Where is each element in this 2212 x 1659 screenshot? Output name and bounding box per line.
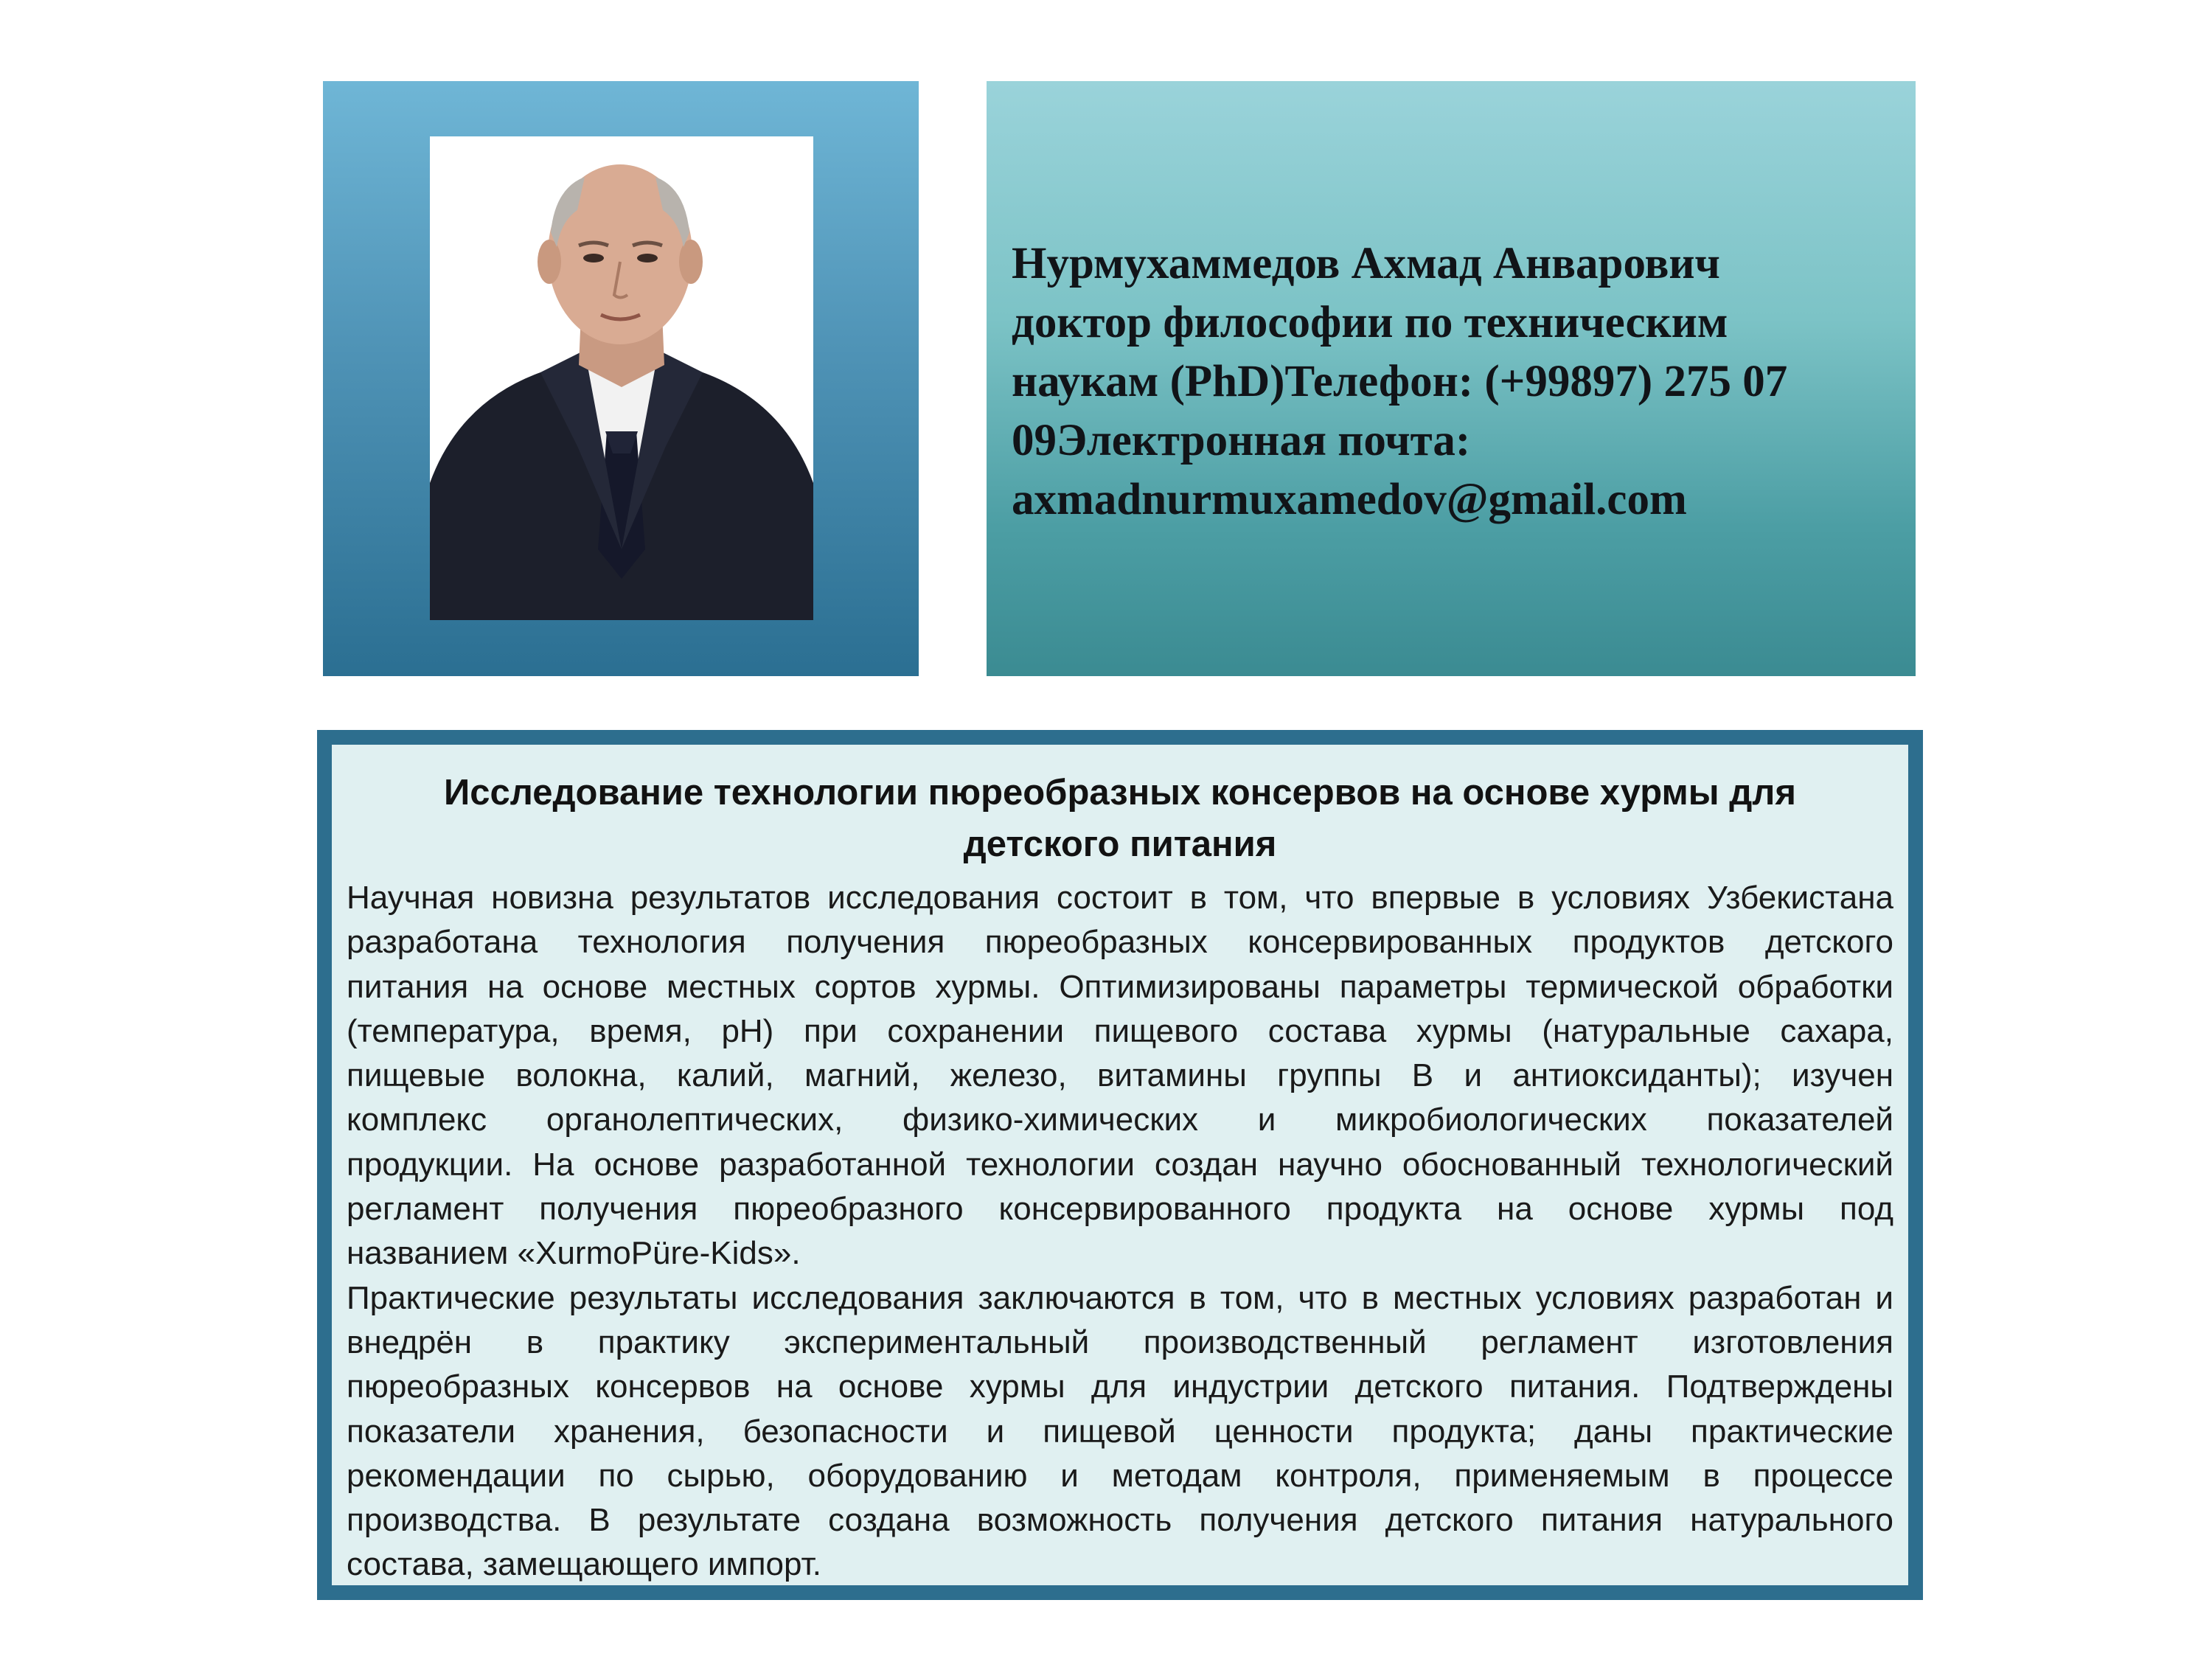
abstract-line: состава, замещающего импорт. [347,1546,822,1583]
contact-name: Нурмухаммедов Ахмад Анварович [1012,239,1720,288]
abstract-title [332,767,1908,870]
abstract-box [317,730,1923,1600]
abstract-line: Научная новизна результатов исследования состоит в том, что впервые в условиях Узбекистана [347,880,1893,916]
abstract-line: пищевые волокна, калий, магний, железо, витамины группы B и антиоксиданты); изучен [347,1057,1893,1094]
portrait-illustration [430,136,813,620]
contact-info [1012,234,1896,529]
abstract-line: продукции. На основе разработанной технологии создан научно обоснованный технологический [347,1146,1893,1183]
abstract-line: комплекс органолептических, физико-химических и микробиологических показателей [347,1102,1893,1138]
abstract-line: пюреобразных консервов на основе хурмы для индустрии детского питания. Подтверждены [347,1368,1893,1405]
abstract-title-line: детского питания [963,824,1277,864]
contact-panel [987,81,1916,676]
abstract-line: рекомендации по сырью, оборудованию и методам контроля, применяемым в процессе [347,1457,1893,1494]
abstract-line: производства. В результате создана возможность получения детского питания натурального [347,1502,1893,1539]
contact-phone: наукам (PhD)Телефон: (+99897) 275 07 [1012,357,1788,406]
abstract-body [347,876,1893,1587]
abstract-line: показатели хранения, безопасности и пищевой ценности продукта; даны практические [347,1413,1893,1450]
abstract-line: Практические результаты исследования заключаются в том, что в местных условиях разработан и [347,1279,1893,1316]
contact-email-label: 09Электронная почта: [1012,416,1471,465]
contact-degree: доктор философии по техническим [1012,298,1728,347]
abstract-line: внедрён в практику экспериментальный производственный регламент изготовления [347,1324,1893,1360]
portrait-photo [430,136,813,620]
contact-email: axmadnurmuxamedov@gmail.com [1012,475,1687,524]
abstract-line: регламент получения пюреобразного консервированного продукта на основе хурмы под [347,1191,1893,1228]
abstract-line: питания на основе местных сортов хурмы. Оптимизированы параметры термической обработки [347,968,1893,1005]
abstract-line: (температура, время, pH) при сохранении пищевого состава хурмы (натуральные сахара, [347,1012,1893,1049]
abstract-title-line: Исследование технологии пюреобразных консервов на основе хурмы для [443,773,1797,813]
abstract-line: разработана технология получения пюреобразных консервированных продуктов детского [347,924,1893,961]
abstract-line: названием «XurmoPüre-Kids». [347,1235,801,1272]
photo-panel [323,81,919,676]
